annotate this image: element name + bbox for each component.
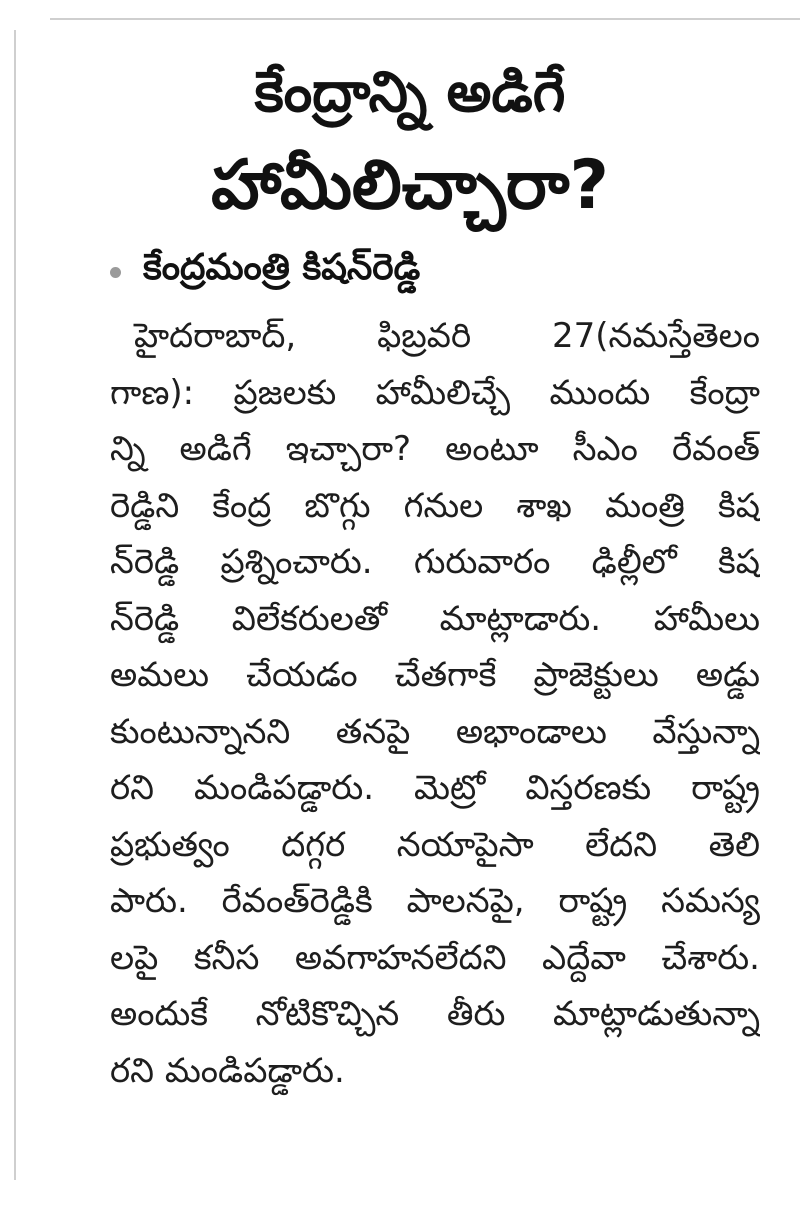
left-column-divider bbox=[14, 30, 16, 1180]
body-line: లపై కనీస అవగాహనలేదని ఎద్దేవా చేశారు. bbox=[110, 937, 760, 978]
body-line: గాణ): ప్రజలకు హామీలిచ్చే ముందు కేంద్రా bbox=[110, 372, 760, 413]
body-line: అందుకే నోటికొచ్చిన తీరు మాట్లాడుతున్నా bbox=[110, 994, 760, 1034]
bullet-icon bbox=[110, 267, 121, 278]
body-line: అమలు చేయడం చేతగాకే ప్రాజెక్టులు అడ్డు bbox=[110, 655, 760, 695]
body-line: పారు. రేవంత్‌రెడ్డికి పాలనపై, రాష్ట్ర సమస్య bbox=[110, 881, 760, 921]
body-line: న్‌రెడ్డి విలేకరులతో మాట్లాడారు. హామీలు bbox=[110, 598, 760, 639]
body-line: ప్రభుత్వం దగ్గర నయాపైసా లేదని తెలి bbox=[110, 824, 760, 865]
headline-line-2: హామీలిచ్చారా? bbox=[211, 146, 609, 225]
body-line: రని మండిపడ్డారు. bbox=[110, 1050, 345, 1091]
news-clipping bbox=[60, 30, 760, 1190]
body-line: రని మండిపడ్డారు. మెట్రో విస్తరణకు రాష్ట్ర bbox=[110, 768, 760, 808]
byline bbox=[110, 240, 760, 304]
top-divider bbox=[50, 18, 800, 20]
byline-text: కేంద్రమంత్రి కిషన్‌రెడ్డి bbox=[143, 247, 421, 288]
article-body bbox=[110, 308, 760, 1099]
headline-line-1: కేంద్రాన్ని అడిగే bbox=[254, 60, 566, 125]
body-line: న్ని అడిగే ఇచ్చారా? అంటూ సీఎం రేవంత్ bbox=[110, 429, 760, 469]
body-line: కుంటున్నానని తనపై అభాండాలు వేస్తున్నా bbox=[110, 711, 760, 752]
body-line: హైదరాబాద్, ఫిబ్రవరి 27(నమస్తేతెలం bbox=[134, 316, 760, 356]
body-line: న్‌రెడ్డి ప్రశ్నించారు. గురువారం ఢిల్లీలో కిష bbox=[110, 542, 760, 582]
body-line: రెడ్డిని కేంద్ర బొగ్గు గనుల శాఖ మంత్రి కిష bbox=[110, 485, 760, 526]
